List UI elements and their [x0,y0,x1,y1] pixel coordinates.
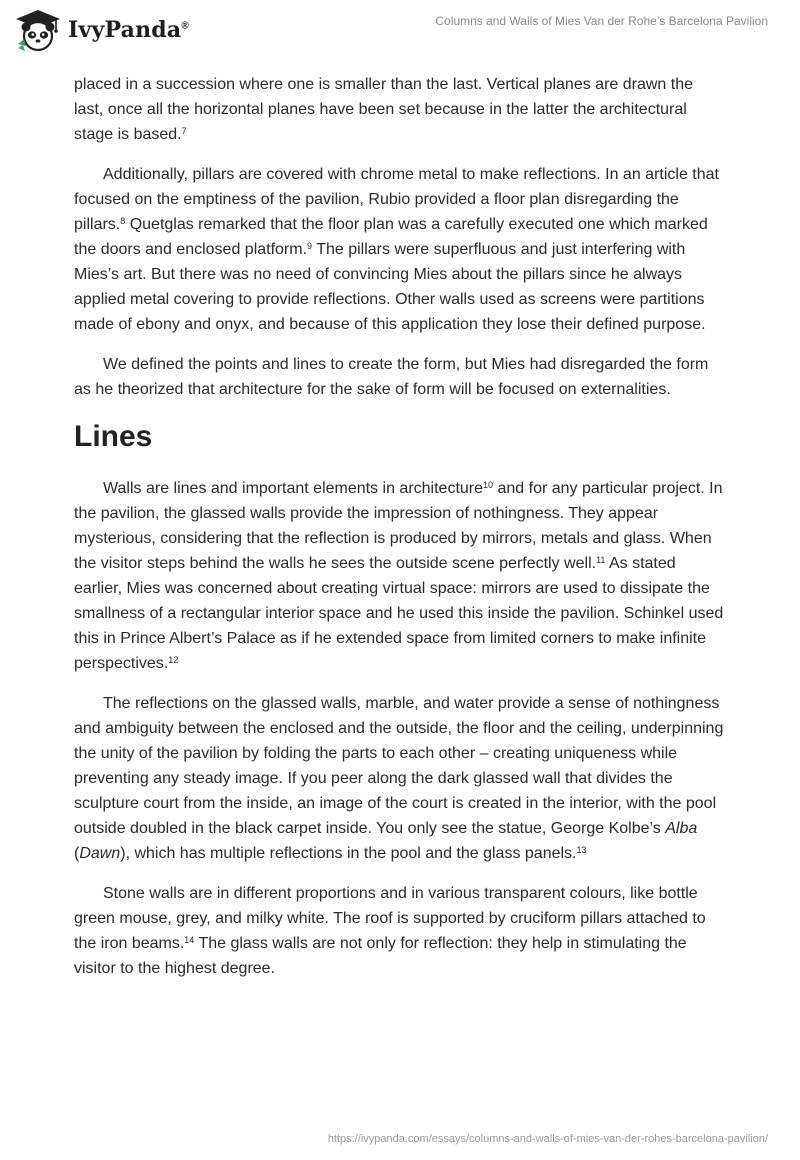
section-heading: Lines [74,420,153,453]
page-header [0,0,800,64]
footnote-ref[interactable]: 10 [483,480,494,490]
paragraph: Additionally, pillars are covered with chrome metal to make reflections. In an article that focused on the emptiness of the pavilion, Rubio provided a floor plan disregarding the pillars.$^8$ Quetglas remarked that the floor plan was a carefully executed one which marked the doors and enclosed platform.$^9$ The pillars were superfluous and just interfering with Mies’s art. But there was no need of convincing Mies about the pillars since he always applied metal covering to provide reflections. Other walls used as screens were partitions made of ebony and onyx, and because of this application they lose their defined purpose. [74,166,719,333]
footnote-ref[interactable]: 7 [181,126,187,136]
brand-logo[interactable] [14,8,189,52]
artwork-title-translation: Dawn [79,845,121,862]
footnote-ref[interactable]: 12 [168,655,179,665]
footnote-ref[interactable]: 13 [576,845,587,855]
artwork-title: Alba [665,820,698,837]
footnote-ref[interactable]: 9 [307,241,313,251]
article-body [74,72,724,996]
paragraph: We defined the points and lines to create the form, but Mies had disregarded the form as he theorized that architecture for the sake of form will be focused on externalities. [74,356,709,398]
panda-graduate-icon [14,8,62,52]
document-title: Columns and Walls of Mies Van der Rohe’s Barcelona Pavilion [435,14,768,28]
footnote-ref[interactable]: 8 [120,216,126,226]
paragraph: placed in a succession where one is smaller than the last. Vertical planes are drawn the last, once all the horizontal planes have been set because in the latter the architectural stage is based.$^7$ [74,76,694,143]
paragraph: The reflections on the glassed walls, marble, and water provide a sense of nothingness and ambiguity between the enclosed and the outside, the floor and the ceiling, underpinning the unity of the pavilion by folding the parts to each other – creating uniqueness while preventing any steady image. If you peer along the dark glassed wall that divides the sculpture court from the inside, an image of the court is created in the interior, with the pool outside doubled in the black carpet inside. You only see the statue, George Kolbe’s Alba (Dawn), which has multiple reflections in the pool and the glass panels.$^{13}$ [74,695,724,862]
paragraph: Walls are lines and important elements in architecture$^{10}$ and for any particular project. In the pavilion, the glassed walls provide the impression of nothingness. They appear mysterious, considering that the reflection is produced by mirrors, metals and glass. When the visitor steps behind the walls he sees the outside scene perfectly well.$^{11}$ As stated earlier, Mies was concerned about creating virtual space: mirrors are used to dissipate the smallness of a rectangular interior space and he used this inside the pavilion. Schinkel used this in Prince Albert’s Palace as if he extended space from limited corners to make infinite perspectives.$^{12}$ [74,480,724,672]
brand-name: IvyPanda® [68,17,189,43]
paragraph: Stone walls are in different proportions and in various transparent colours, like bottle green mouse, grey, and milky white. The roof is supported by cruciform pillars attached to the iron beams.$^{14}$ The glass walls are not only for reflection: they help in stimulating the visitor to the highest degree. [74,885,706,977]
source-url[interactable]: https://ivypanda.com/essays/columns-and-walls-of-mies-van-der-rohes-barcelona-pavilion/ [327,1133,768,1145]
footnote-ref[interactable]: 11 [596,555,606,565]
footnote-ref[interactable]: 14 [184,935,195,945]
